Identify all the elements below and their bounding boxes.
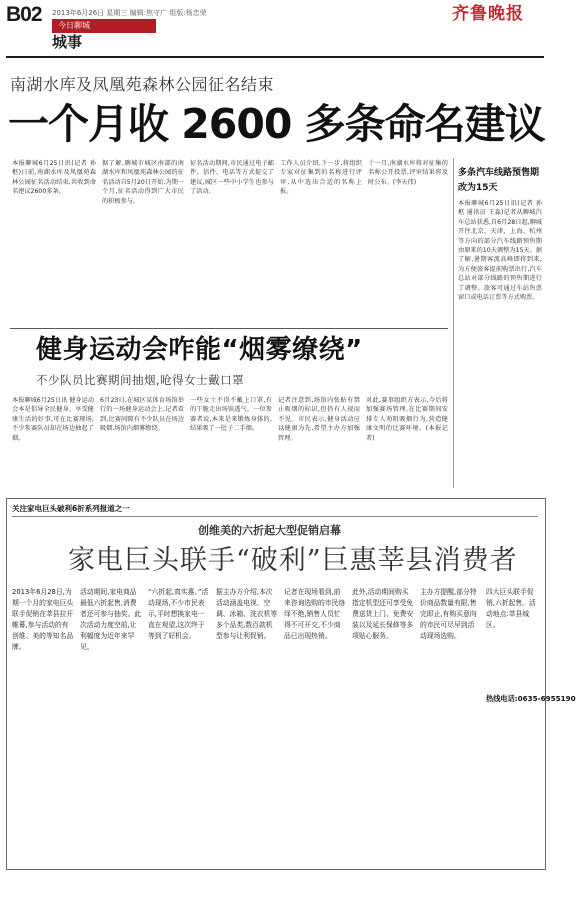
page-header — [0, 0, 550, 56]
article2-divider — [10, 328, 448, 329]
sidebar-body: 本报聊城6月25日讯(记者 孙枢 通讯员 王淼)记者从聊城汽车总站获悉,自6月28日起,聊城开往北京、天津、上海、杭州等方向的部分汽车线路预售期由原来的10天调整为15天。据了解,暑期客流高峰即将到来,为方便旅客提前购票出行,汽车总站对部分线路的预售期进行了调整。旅客可通过车站售票窗口或电话订票等方式购票。 — [458, 200, 542, 302]
advertorial-column: “六折起,真实惠。”活动现场,不少市民表示,平时想换家电一直在观望,这次终于等到了好机会。 — [148, 588, 209, 640]
article2-column: 记者注意到,场馆内张贴有禁止吸烟的标识,但仍有人视而不见。市民表示,健身活动应以健康为先,希望主办方加强管理。 — [278, 397, 360, 442]
article2-column: 对此,赛事组织方表示,今后将加强赛场管理,在比赛期间安排专人劝阻吸烟行为,营造健康文明的比赛环境。(本报记者) — [366, 397, 448, 442]
article1-headline: 一个月收 2600 多条命名建议 — [8, 100, 545, 148]
advertorial-column: 2013年6月28日,为期一个月的家电巨头联手促销在莘县拉开帷幕,参与活动的有创维、美的等知名品牌。 — [12, 588, 74, 651]
newspaper-logo: 齐鲁晚报 — [452, 4, 524, 24]
page-number: B02 — [6, 3, 42, 26]
advertorial-subtitle: 创维美的六折起大型促销启幕 — [198, 524, 341, 537]
article1-subtitle: 南湖水库及凤凰苑森林公园征名结束 — [10, 75, 275, 94]
article1-column: 本报聊城6月25日讯(记者 孙枢)日前,南湖水库及凤凰苑森林公园征名活动结束,共收到命名建议2600多条。 — [12, 160, 96, 196]
advertorial-column: 四大巨头联手促销,六折起售。活动地点:莘县城区。 — [486, 588, 536, 629]
advertorial-kicker: 关注家电巨头破利6折系列报道之一 — [12, 504, 130, 513]
article1-column: 征名活动期间,市民通过电子邮件、信件、电话等方式提交了建议,城区一些中小学生也参与了活动。 — [190, 160, 274, 196]
advertorial-column: 据主办方介绍,本次活动涵盖电视、空调、冰箱、洗衣机等多个品类,数百款机型参与让利促销。 — [216, 588, 278, 640]
article2-column: 本报聊城6月25日讯 健身运动会本是倡导全民健身、享受健康生活的好事,可在比赛现场,不少参赛队员却在场边抽起了烟。 — [12, 397, 94, 442]
hotline-number: 热线电话:0635-6955190 — [486, 694, 576, 703]
section-title: 城事 — [52, 33, 83, 51]
header-divider — [6, 56, 544, 58]
sidebar-headline: 多条汽车线路预售期改为15天 — [458, 168, 540, 193]
advertorial-column: 活动期间,家电商品最低六折起售,消费者还可参与抽奖。此次活动力度空前,让利幅度为近年来罕见。 — [80, 588, 142, 651]
sidebar-divider — [453, 158, 454, 488]
article1-column: 十一月,南湖水库将对征集的名称公开投票,评审结果将及时公布。(李天伟) — [368, 160, 448, 186]
article2-subtitle: 不少队员比赛期间抽烟,呛得女士戴口罩 — [36, 373, 245, 387]
article1-column: 据了解,聊城市城区南部的南湖水库和凤凰苑森林公园的征名活动自5月20日开始,为期一个月,征名活动得到广大市民的积极参与。 — [102, 160, 184, 205]
section-tag: 今日聊城 — [52, 19, 156, 33]
advertorial-column: 记者在现场看到,前来咨询选购的市民络绎不绝,销售人员忙得不可开交,不少商品已出现热销。 — [284, 588, 346, 640]
article2-headline: 健身运动会咋能“烟雾缭绕” — [36, 335, 363, 365]
date-editor-line: 2013年6月26日 星期三 编辑:焦守广 组版:杨忠荣 — [52, 9, 207, 17]
article1-column: 工作人员介绍,下一步,将组织专家对征集到的名称进行评审,从中选出合适的名称上报。 — [280, 160, 362, 196]
advertorial-headline: 家电巨头联手“破利”巨惠莘县消费者 — [68, 545, 518, 576]
article2-column: 一些女士不得不戴上口罩,有的干脆走出场馆透气。一位参赛者说,本来是来锻炼身体的,结果吸了一肚子二手烟。 — [190, 397, 272, 433]
advertorial-column: 此外,活动期间购买指定机型还可享受免费送货上门、免费安装以及延长保修等多项贴心服务。 — [352, 588, 414, 640]
article2-column: 6月23日,在城区某体育场馆举行的一场健身运动会上,记者看到,比赛间隙有不少队员在场边吸烟,场馆内烟雾缭绕。 — [100, 397, 184, 433]
advertorial-divider — [12, 516, 538, 517]
advertorial-column: 主办方提醒,部分特价商品数量有限,售完即止,有购买意向的市民可尽早到活动现场选购。 — [420, 588, 477, 640]
